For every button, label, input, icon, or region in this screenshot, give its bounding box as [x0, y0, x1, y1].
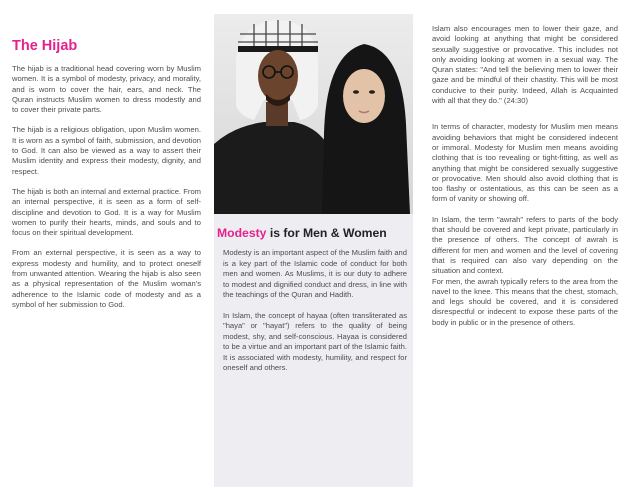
section-title: [217, 226, 413, 240]
hijab-paragraph-4: From an external perspective, it is seen as a way to express modesty and humility, and to protect oneself from unwanted attention. Wearing the hijab is also seen as a physical representation of the Muslim woman's adherence to the Islamic code of modesty and as a symbol of her submission to God.: [12, 248, 201, 309]
character-paragraph: In terms of character, modesty for Muslim men means avoiding behaviors that might be considered indecent or immoral. Modesty for Muslim men means avoiding clothing that is too revealing or tight-fitting, as well as anything that might be considered sexually suggestive or provocative. Men should also avoid clothing that is too flashy or ostentatious, as this can be seen as a form of vanity or showing off.: [432, 122, 618, 204]
awrah-men-paragraph: For men, the awrah typically refers to the area from the navel to the knee. This means that the chest, stomach, and legs should be covered, and it is considered disrespectful or indecent to expose these parts of the body in public or in the presence of others.: [432, 276, 618, 327]
section-title-accent: Modesty: [217, 226, 267, 240]
modesty-paragraph-2: In Islam, the concept of hayaa (often transliterated as "haya" or "hayat") refers to the quality of being modest, shy, and self-conscious. Hayaa is considered to be a virtue and an important part of the Islamic faith. It is associated with modesty, humility, and respect for oneself and others.: [223, 310, 407, 372]
couple-photo: [214, 14, 413, 214]
hijab-paragraph-2: The hijab is a religious obligation, upon Muslim women. It is worn as a symbol of faith, submission, and devotion to God. It can also be viewed as a way to assert their Muslim identity and express their modesty, dignity, and respect.: [12, 125, 201, 176]
gaze-paragraph: Islam also encourages men to lower their gaze, and avoid looking at anything that might be considered sexually suggestive or provocative. This includes not only avoiding looking at women in a sexual way. The Quran states: "And tell the believing men to lower their gaze and be mindful of their chastity. This will be most conducive to their purity. Indeed, Allah is Acquainted with all that they do." (24:30): [432, 24, 618, 106]
section-title-rest: is for Men & Women: [266, 226, 387, 240]
modesty-paragraph-1: Modesty is an important aspect of the Muslim faith and is a key part of the Islamic code of conduct for both men and women. As Muslims, it is our duty to adhere to modest and dignified conduct and dress, in line with the teachings of the Quran and Hadith.: [223, 248, 407, 299]
middle-panel: [214, 14, 413, 487]
page-title: The Hijab: [12, 38, 78, 54]
awrah-paragraph: In Islam, the term "awrah" refers to parts of the body that should be covered and kept private, particularly in the presence of others. The concept of awrah is different for men and women and the level of covering that is required can also vary depending on the situation and context.: [432, 214, 618, 276]
hijab-paragraph-3: The hijab is both an internal and external practice. From an internal perspective, it is seen as a form of self-discipline and devotion to God. It is a way for Muslim women to purify their hearts, minds, and souls and to focus on their spiritual development.: [12, 186, 201, 238]
left-column: [12, 38, 201, 320]
modesty-body: [214, 248, 413, 374]
hijab-paragraph-1: The hijab is a traditional head covering worn by Muslim women. It is a symbol of modesty, privacy, and morality, and is worn to cover the hair, ears, and neck. The Quran instructs Muslim women to dress modestly and to cover their private parts.: [12, 64, 201, 115]
couple-illustration: [214, 14, 413, 214]
right-column: [432, 24, 618, 338]
